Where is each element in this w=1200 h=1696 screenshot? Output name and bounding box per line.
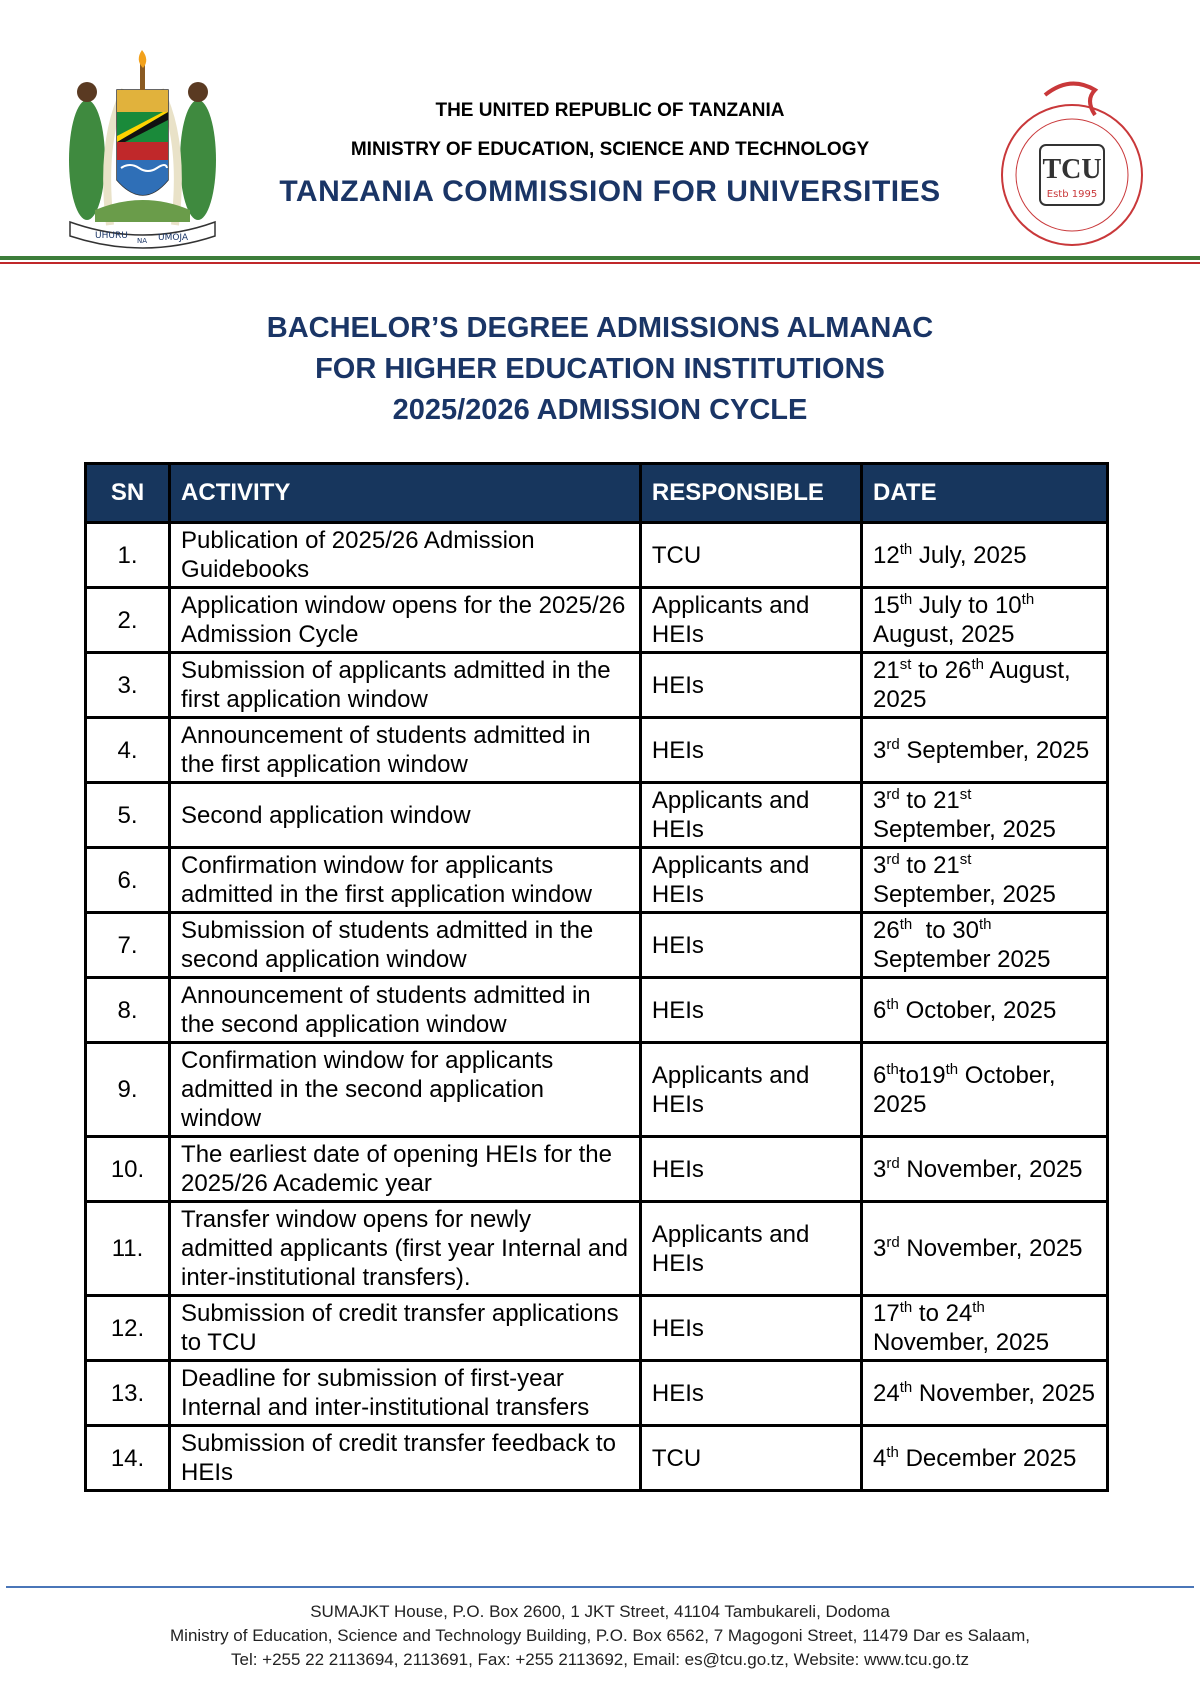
header-sn: SN [86, 464, 170, 523]
row-date [862, 1296, 1108, 1361]
date-text: 3 [873, 736, 887, 764]
date-text: to19 [898, 1061, 946, 1089]
row-activity: Announcement of students admitted in the first application window [170, 718, 641, 783]
date-text: July, 2025 [912, 541, 1027, 569]
row-sn: 3. [86, 653, 170, 718]
almanac-title [100, 308, 1100, 431]
title-line-1: BACHELOR’S DEGREE ADMISSIONS ALMANAC [266, 312, 934, 344]
header-ministry: MINISTRY OF EDUCATION, SCIENCE AND TECHNOLOGY [350, 139, 870, 160]
table-row [86, 1043, 1108, 1137]
table-row [86, 1137, 1108, 1202]
table-row [86, 588, 1108, 653]
table-row [86, 978, 1108, 1043]
header-responsible: RESPONSIBLE [640, 464, 861, 523]
footer [0, 1600, 1200, 1672]
row-activity: Confirmation window for applicants admitted in the first application window [170, 848, 641, 913]
date-text: to 24 [912, 1300, 973, 1327]
table-row [86, 718, 1108, 783]
row-date [862, 848, 1108, 913]
row-activity: Publication of 2025/26 Admission Guidebooks [170, 523, 641, 588]
table-row [86, 1202, 1108, 1296]
row-sn: 9. [86, 1043, 170, 1137]
row-activity: The earliest date of opening HEIs for the 2025/26 Academic year [170, 1137, 641, 1202]
table-row [86, 1296, 1108, 1361]
row-responsible: Applicants and HEIs [640, 783, 861, 848]
date-text: 6 [873, 1061, 887, 1089]
date-ordinal-suffix: th [899, 916, 913, 933]
table-row [86, 653, 1108, 718]
row-responsible: Applicants and HEIs [640, 848, 861, 913]
date-ordinal-suffix: th [899, 591, 913, 608]
date-ordinal-suffix: st [899, 656, 912, 673]
date-text: 3 [873, 1155, 887, 1183]
row-responsible: HEIs [640, 978, 861, 1043]
date-ordinal-suffix: th [899, 1299, 913, 1316]
footer-address-dar: Ministry of Education, Science and Technology Building, P.O. Box 6562, 7 Magogoni Street, 11479 Dar es Salaam, [170, 1626, 1030, 1645]
row-sn: 12. [86, 1296, 170, 1361]
date-text: to 21 [899, 852, 960, 879]
date-ordinal-suffix: th [945, 1060, 959, 1078]
row-responsible: TCU [640, 523, 861, 588]
date-ordinal-suffix: th [1021, 591, 1035, 608]
row-responsible: HEIs [640, 1361, 861, 1426]
date-ordinal-suffix: th [886, 1060, 899, 1078]
row-activity: Deadline for submission of first-year Internal and inter-institutional transfers [170, 1361, 641, 1426]
table-row [86, 783, 1108, 848]
row-date [862, 1426, 1108, 1491]
table-row [86, 848, 1108, 913]
date-ordinal-suffix: st [959, 851, 972, 868]
date-text: November, 2025 [899, 1235, 1083, 1262]
motto-right: UMOJA [158, 233, 189, 243]
date-ordinal-suffix: th [971, 656, 984, 673]
table-body [86, 523, 1108, 1491]
table-row [86, 1426, 1108, 1491]
date-ordinal-suffix: th [899, 1378, 913, 1396]
table-row [86, 523, 1108, 588]
date-text: 3 [873, 852, 887, 879]
header-rule-green [0, 256, 1200, 260]
row-activity: Transfer window opens for newly admitted applicants (first year Internal and inter-institutional transfers). [170, 1202, 641, 1296]
row-activity: Submission of applicants admitted in the first application window [170, 653, 641, 718]
row-date [862, 718, 1108, 783]
motto-left: UHURU [95, 231, 128, 241]
row-date [862, 588, 1108, 653]
date-text: September, 2025 [899, 736, 1090, 764]
row-sn: 2. [86, 588, 170, 653]
row-sn: 7. [86, 913, 170, 978]
row-date [862, 1137, 1108, 1202]
date-text: September, 2025 [873, 787, 1056, 843]
date-text: December 2025 [898, 1444, 1077, 1472]
motto-mid: NA [137, 237, 148, 245]
date-text: August, 2025 [873, 657, 1078, 713]
row-sn: 10. [86, 1137, 170, 1202]
date-text: 17 [873, 1300, 900, 1327]
row-activity: Submission of credit transfer applications to TCU [170, 1296, 641, 1361]
row-responsible: Applicants and HEIs [640, 588, 861, 653]
date-text: August, 2025 [873, 592, 1040, 648]
tcu-logo-text: TCU [1042, 154, 1102, 185]
date-ordinal-suffix: rd [886, 1234, 900, 1251]
date-text: November, 2025 [899, 1155, 1083, 1183]
date-ordinal-suffix: th [899, 540, 913, 558]
row-sn: 1. [86, 523, 170, 588]
date-ordinal-suffix: rd [886, 735, 900, 753]
date-text: October, 2025 [873, 1061, 1063, 1118]
footer-contacts: Tel: +255 22 2113694, 2113691, Fax: +255 2113692, Email: es@tcu.go.tz, Website: www.tcu.go.tz [230, 1650, 969, 1669]
header-rule-red [0, 262, 1200, 264]
table-header-row [86, 464, 1108, 523]
date-text: to 26 [911, 657, 972, 684]
date-text: 15 [873, 592, 900, 619]
row-date [862, 978, 1108, 1043]
row-activity: Submission of credit transfer feedback to HEIs [170, 1426, 641, 1491]
row-responsible: HEIs [640, 653, 861, 718]
row-date [862, 1361, 1108, 1426]
footer-rule [6, 1586, 1194, 1588]
coat-of-arms-emblem [55, 50, 230, 250]
date-text: November, 2025 [873, 1300, 1050, 1356]
row-sn: 11. [86, 1202, 170, 1296]
date-text: to 21 [899, 787, 960, 814]
date-text: 12 [873, 541, 900, 569]
date-text: October, 2025 [898, 996, 1057, 1024]
date-ordinal-suffix: rd [886, 851, 900, 868]
row-date [862, 783, 1108, 848]
row-responsible: Applicants and HEIs [640, 1043, 861, 1137]
date-text: September 2025 [873, 917, 1051, 973]
tcu-logo [985, 75, 1160, 250]
row-activity: Application window opens for the 2025/26 Admission Cycle [170, 588, 641, 653]
header-date: DATE [862, 464, 1108, 523]
date-text: 6 [873, 996, 887, 1024]
row-sn: 5. [86, 783, 170, 848]
almanac-table [84, 462, 1109, 1492]
row-responsible: HEIs [640, 1137, 861, 1202]
tcu-logo-estb: Estb 1995 [1046, 189, 1098, 200]
date-ordinal-suffix: th [972, 1299, 985, 1316]
title-line-2: FOR HIGHER EDUCATION INSTITUTIONS [315, 353, 885, 385]
date-text: September, 2025 [873, 852, 1056, 908]
table-row [86, 913, 1108, 978]
row-activity: Second application window [170, 783, 641, 848]
header-activity: ACTIVITY [170, 464, 641, 523]
row-activity: Announcement of students admitted in the second application window [170, 978, 641, 1043]
row-responsible: TCU [640, 1426, 861, 1491]
header-republic: THE UNITED REPUBLIC OF TANZANIA [435, 100, 785, 121]
row-responsible: HEIs [640, 1296, 861, 1361]
row-sn: 8. [86, 978, 170, 1043]
title-line-3: 2025/2026 ADMISSION CYCLE [392, 394, 808, 426]
row-responsible: HEIs [640, 913, 861, 978]
table-row [86, 1361, 1108, 1426]
row-activity: Submission of students admitted in the second application window [170, 913, 641, 978]
date-ordinal-suffix: th [886, 1443, 899, 1461]
date-text: July to 10 [912, 592, 1022, 619]
date-text: 4 [873, 1444, 887, 1472]
row-activity: Confirmation window for applicants admitted in the second application window [170, 1043, 641, 1137]
row-sn: 6. [86, 848, 170, 913]
row-date [862, 1043, 1108, 1137]
date-ordinal-suffix: st [959, 786, 972, 803]
letterhead [0, 0, 1200, 260]
date-ordinal-suffix: rd [886, 786, 900, 803]
date-ordinal-suffix: rd [886, 1154, 900, 1172]
date-text: 3 [873, 1235, 887, 1262]
date-ordinal-suffix: th [978, 916, 992, 933]
row-sn: 13. [86, 1361, 170, 1426]
date-text: 26 [873, 917, 900, 944]
footer-address-dodoma: SUMAJKT House, P.O. Box 2600, 1 JKT Street, 41104 Tambukareli, Dodoma [310, 1602, 890, 1621]
row-responsible: HEIs [640, 718, 861, 783]
row-date [862, 1202, 1108, 1296]
row-sn: 4. [86, 718, 170, 783]
date-text: 21 [873, 657, 900, 684]
date-ordinal-suffix: th [886, 995, 899, 1013]
date-text: November, 2025 [912, 1379, 1096, 1407]
row-date [862, 523, 1108, 588]
row-date [862, 653, 1108, 718]
date-text: to 30 [912, 917, 979, 944]
row-responsible: Applicants and HEIs [640, 1202, 861, 1296]
date-text: 3 [873, 787, 887, 814]
header-commission: TANZANIA COMMISSION FOR UNIVERSITIES [279, 175, 941, 208]
date-text: 24 [873, 1379, 900, 1407]
row-sn: 14. [86, 1426, 170, 1491]
row-date [862, 913, 1108, 978]
